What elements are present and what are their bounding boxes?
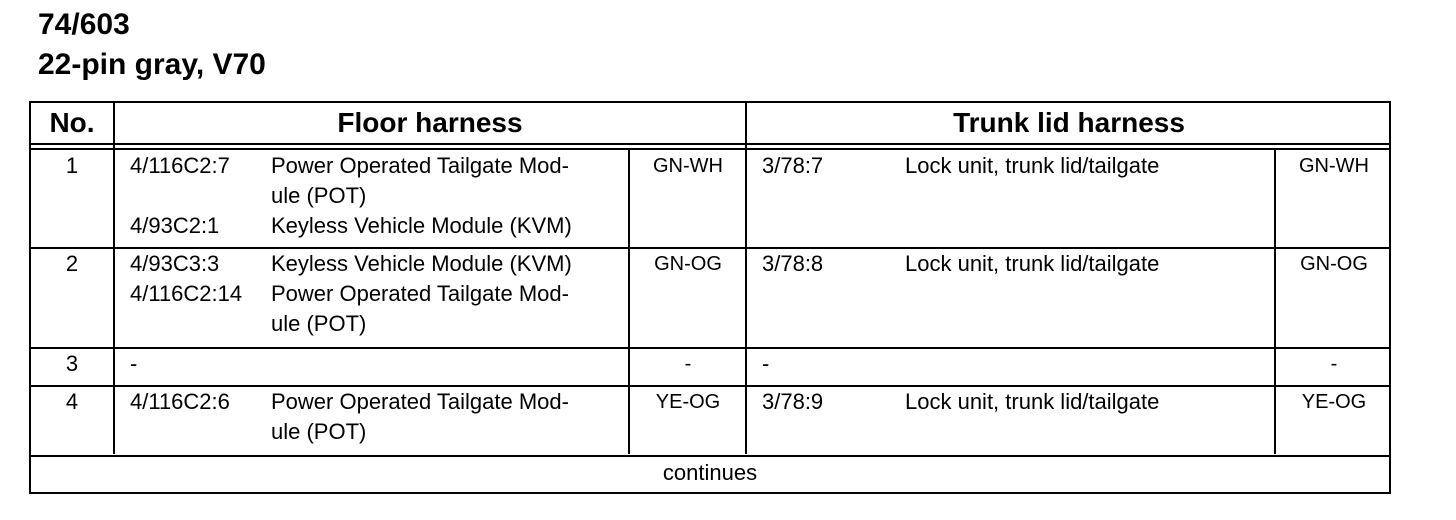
trunk-wire-color: - bbox=[1330, 353, 1338, 375]
header-divider bbox=[31, 148, 1389, 150]
connector-number: 74/603 bbox=[38, 8, 130, 41]
floor-connector-code: 4/116C2:6 bbox=[130, 389, 230, 414]
trunk-wire-color: GN-WH bbox=[1299, 155, 1369, 177]
connector-description: 22-pin gray, V70 bbox=[38, 48, 266, 81]
trunk-connector-code: 3/78:9 bbox=[762, 389, 824, 414]
floor-component-desc: ule (POT) bbox=[271, 419, 367, 444]
floor-component-desc: Keyless Vehicle Module (KVM) bbox=[271, 213, 572, 238]
row-divider bbox=[31, 455, 1389, 457]
col-divider-floor-color bbox=[628, 149, 630, 454]
trunk-component-desc: Lock unit, trunk lid/tailgate bbox=[905, 389, 1160, 414]
pin-number: 1 bbox=[65, 153, 79, 178]
floor-component-desc: Power Operated Tailgate Mod- bbox=[271, 389, 569, 414]
floor-connector-code: 4/93C3:3 bbox=[130, 251, 220, 276]
header-trunk-lid-harness: Trunk lid harness bbox=[953, 107, 1185, 138]
trunk-component-desc: Lock unit, trunk lid/tailgate bbox=[905, 251, 1160, 276]
pin-table bbox=[29, 101, 1391, 494]
floor-wire-color: GN-OG bbox=[654, 253, 722, 275]
floor-connector-code: - bbox=[130, 351, 138, 376]
header-no: No. bbox=[49, 107, 95, 138]
floor-component-desc: Keyless Vehicle Module (KVM) bbox=[271, 251, 572, 276]
row-divider bbox=[31, 247, 1389, 249]
trunk-connector-code: - bbox=[762, 351, 770, 376]
floor-component-desc: Power Operated Tailgate Mod- bbox=[271, 153, 569, 178]
pin-number: 2 bbox=[65, 251, 79, 276]
floor-component-desc: Power Operated Tailgate Mod- bbox=[271, 281, 569, 306]
pin-number: 4 bbox=[65, 389, 79, 414]
col-divider-harness bbox=[745, 103, 747, 454]
floor-connector-code: 4/116C2:7 bbox=[130, 153, 230, 178]
header-floor-harness: Floor harness bbox=[337, 107, 523, 138]
trunk-connector-code: 3/78:8 bbox=[762, 251, 824, 276]
trunk-component-desc: Lock unit, trunk lid/tailgate bbox=[905, 153, 1160, 178]
trunk-connector-code: 3/78:7 bbox=[762, 153, 824, 178]
col-divider-no bbox=[113, 103, 115, 454]
row-divider bbox=[31, 385, 1389, 387]
row-divider bbox=[31, 347, 1389, 349]
floor-component-desc: ule (POT) bbox=[271, 183, 367, 208]
floor-connector-code: 4/93C2:1 bbox=[130, 213, 220, 238]
floor-wire-color: YE-OG bbox=[655, 391, 721, 413]
col-divider-trunk-color bbox=[1274, 149, 1276, 454]
floor-component-desc: ule (POT) bbox=[271, 311, 367, 336]
floor-wire-color: - bbox=[684, 353, 692, 375]
pin-number: 3 bbox=[65, 351, 79, 376]
floor-connector-code: 4/116C2:14 bbox=[130, 281, 243, 306]
trunk-wire-color: GN-OG bbox=[1300, 253, 1368, 275]
trunk-wire-color: YE-OG bbox=[1301, 391, 1367, 413]
header-divider bbox=[31, 143, 1389, 145]
floor-wire-color: GN-WH bbox=[653, 155, 723, 177]
continues-note: continues bbox=[662, 460, 758, 485]
